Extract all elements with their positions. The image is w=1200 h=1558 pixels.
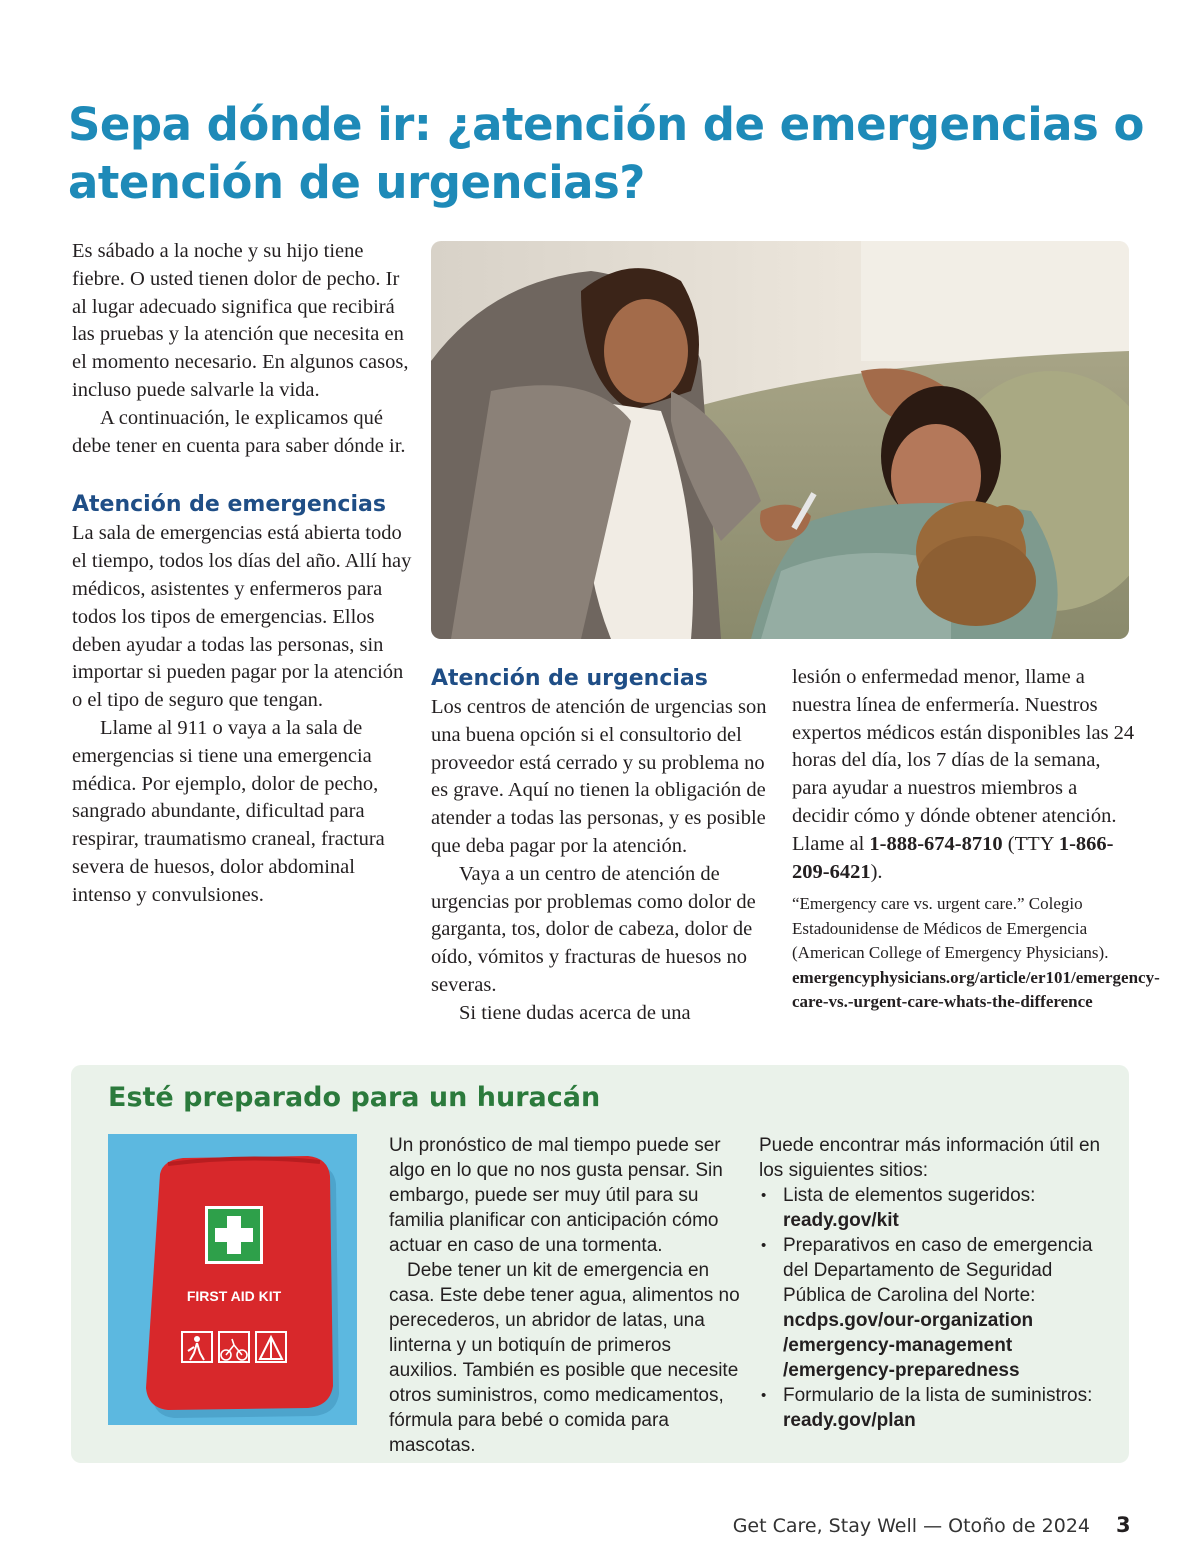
footer-publication: Get Care, Stay Well — Otoño de 2024 bbox=[732, 1515, 1090, 1537]
intro-paragraph: A continuación, le explicamos qué debe tener en cuenta para saber dónde ir. bbox=[72, 406, 406, 457]
resource-label: Preparativos en caso de emergencia del Departamento de Seguridad Pública de Carolina del Norte: bbox=[783, 1235, 1093, 1306]
urgent-paragraph: Si tiene dudas acerca de una bbox=[459, 1001, 691, 1024]
urgent-heading: Atención de urgencias bbox=[431, 666, 708, 691]
emergency-paragraph: Llame al 911 o vaya a la sala de emergencias si tiene una emergencia médica. Por ejemplo, dolor de pecho, sangrado abundante, dificultad para respirar, traumatismo craneal, fractura severa de huesos, dolor abdominal intenso y convulsiones. bbox=[72, 716, 385, 906]
first-aid-kit-label: FIRST AID KIT bbox=[186, 1288, 282, 1304]
resource-label: Formulario de la lista de suministros: bbox=[783, 1385, 1093, 1406]
list-item bbox=[759, 1233, 1119, 1383]
nurse-line-paragraph bbox=[792, 664, 1137, 886]
hurricane-paragraph: Debe tener un kit de emergencia en casa. Este debe tener agua, alimentos no perecederos, un abridor de latas, una linterna y un botiquín de primeros auxilios. También es posible que necesite otros suministros, como medicamentos, fórmula para bebé o comida para mascotas. bbox=[389, 1260, 740, 1456]
more-info-text: Puede encontrar más información útil en los siguientes sitios: bbox=[759, 1135, 1101, 1181]
hurricane-resources-column bbox=[759, 1133, 1119, 1433]
list-item bbox=[759, 1383, 1119, 1433]
list-item bbox=[759, 1183, 1119, 1233]
emergency-heading: Atención de emergencias bbox=[72, 492, 386, 518]
urgent-paragraph: Vaya a un centro de atención de urgencias por problemas como dolor de garganta, tos, dolor de cabeza, dolor de oído, vómitos y fracturas de huesos no severas. bbox=[431, 862, 756, 996]
citation bbox=[792, 892, 1160, 1015]
hurricane-heading: Esté preparado para un huracán bbox=[108, 1082, 601, 1113]
nurse-line-text: lesión o enfermedad menor, llame a nuestra línea de enfermería. Nuestros expertos médicos están disponibles las 24 horas del día, los 7 días de la semana, para ayudar a nuestros miembros a decidir cómo y dónde obtener atención. Llame al bbox=[792, 666, 1135, 855]
citation-text: “Emergency care vs. urgent care.” Colegio Estadounidense de Médicos de Emergencia (American College of Emergency Physicians). bbox=[792, 894, 1109, 963]
mother-child-fever-photo bbox=[431, 241, 1129, 639]
resource-link-kit[interactable]: ready.gov/kit bbox=[783, 1210, 899, 1231]
urgent-column bbox=[431, 664, 776, 1028]
tty-phone[interactable]: 1-866-209-6421 bbox=[792, 832, 1114, 883]
resource-list bbox=[759, 1183, 1119, 1433]
page-title: Sepa dónde ir: ¿atención de emergencias o atención de urgencias? bbox=[68, 98, 1144, 209]
urgent-paragraph: Los centros de atención de urgencias son una buena opción si el consultorio del proveedor está cerrado y su problema no es grave. Aquí no tienen la obligación de atender a todas las personas, y es posible que deba pagar por la atención. bbox=[431, 696, 767, 857]
hurricane-paragraph: Un pronóstico de mal tiempo puede ser algo en lo que no nos gusta pensar. Sin embargo, puede ser muy útil para su familia planificar con anticipación cómo actuar en caso de una tormenta. bbox=[389, 1135, 723, 1256]
intro-paragraph: Es sábado a la noche y su hijo tiene fiebre. O usted tienen dolor de pecho. Ir al lugar adecuado significa que recibirá las pruebas y la atención que necesita en el momento necesario. En algunos casos, incluso puede salvarle la vida. bbox=[72, 240, 409, 401]
intro-column bbox=[72, 238, 417, 910]
resource-label: Lista de elementos sugeridos: bbox=[783, 1185, 1036, 1206]
tty-open: (TTY bbox=[1007, 832, 1054, 855]
citation-link[interactable]: emergencyphysicians.org/article/er101/emergency-care-vs.-urgent-care-whats-the-difference bbox=[792, 967, 1160, 1012]
hurricane-text-column bbox=[389, 1133, 744, 1458]
page-number: 3 bbox=[1116, 1513, 1131, 1537]
emergency-paragraph: La sala de emergencias está abierta todo el tiempo, todos los días del año. Allí hay médicos, asistentes y enfermeros para todos los tipos de emergencias. Ellos deben ayudar a todas las personas, sin importar si pueden pagar por la atención o el tipo de seguro que tengan. bbox=[72, 522, 412, 712]
resource-link-plan[interactable]: ready.gov/plan bbox=[783, 1410, 916, 1431]
nurse-line-column bbox=[792, 664, 1160, 1015]
resource-link-ncdps[interactable]: ncdps.gov/our-organization /emergency-management /emergency-preparedness bbox=[783, 1310, 1034, 1381]
first-aid-kit-image bbox=[108, 1134, 357, 1425]
nurse-line-phone[interactable]: 1-888-674-8710 bbox=[869, 832, 1003, 855]
tty-close: ). bbox=[870, 860, 883, 883]
